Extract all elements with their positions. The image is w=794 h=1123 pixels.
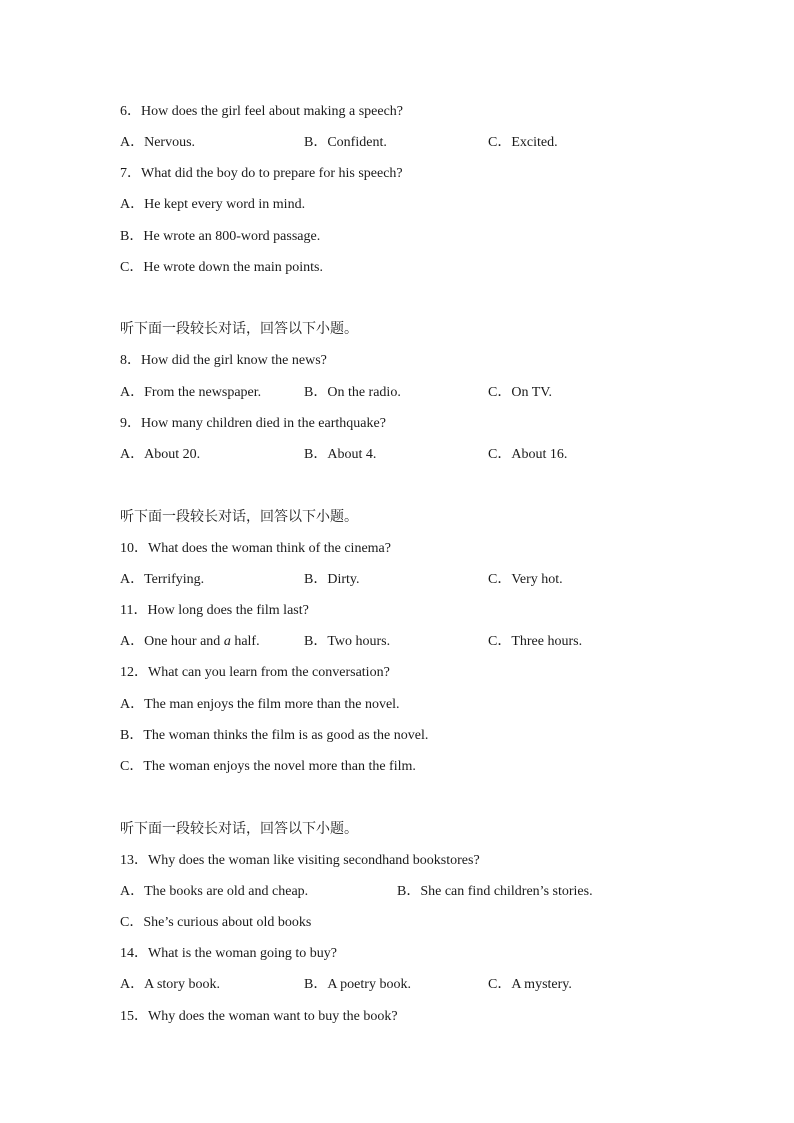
question-11-option-a-tail: half.	[230, 634, 260, 649]
question-11-option-b: B．Two hours.	[304, 634, 391, 649]
question-11-option-c: C．Three hours.	[488, 634, 583, 649]
question-6-option-c: C．Excited.	[488, 135, 558, 150]
question-8-option-b: B．On the radio.	[304, 385, 401, 400]
question-14-option-c: C．A mystery.	[488, 977, 572, 992]
question-13-option-a: A．The books are old and cheap.	[120, 884, 309, 899]
question-12-option-b: B．The woman thinks the film is as good as the novel.	[120, 728, 429, 743]
question-6-option-b: B．Confident.	[304, 135, 387, 150]
question-13-option-c: C．She’s curious about old books	[120, 915, 312, 930]
question-15-stem: 15．Why does the woman want to buy the book?	[120, 1009, 398, 1024]
question-8-option-a: A．From the newspaper.	[120, 385, 262, 400]
question-11-option-a	[120, 633, 260, 651]
question-8-stem: 8．How did the girl know the news?	[120, 353, 327, 368]
section-heading: 听下面一段较长对话，回答以下小题。	[120, 509, 358, 525]
section-heading: 听下面一段较长对话，回答以下小题。	[120, 821, 358, 837]
question-11-option-a-italic: a	[223, 634, 231, 649]
question-13-option-b: B．She can find children’s stories.	[397, 884, 593, 899]
section-heading: 听下面一段较长对话，回答以下小题。	[120, 321, 358, 337]
question-10-option-c: C．Very hot.	[488, 572, 563, 587]
question-12-option-c: C．The woman enjoys the novel more than the film.	[120, 759, 416, 774]
question-6-stem: 6．How does the girl feel about making a speech?	[120, 104, 404, 119]
question-7-option-a: A．He kept every word in mind.	[120, 197, 306, 212]
question-12-option-a: A．The man enjoys the film more than the novel.	[120, 697, 400, 712]
question-9-option-b: B．About 4.	[304, 447, 377, 462]
question-8-option-c: C．On TV.	[488, 385, 553, 400]
question-7-stem: 7．What did the boy do to prepare for his speech?	[120, 166, 403, 181]
question-9-stem: 9．How many children died in the earthquake?	[120, 416, 386, 431]
question-12-stem: 12．What can you learn from the conversation?	[120, 665, 390, 680]
question-9-option-a: A．About 20.	[120, 447, 201, 462]
question-14-option-b: B．A poetry book.	[304, 977, 411, 992]
question-7-option-b: B．He wrote an 800-word passage.	[120, 229, 321, 244]
question-11-stem: 11．How long does the film last?	[120, 603, 309, 618]
question-9-option-c: C．About 16.	[488, 447, 568, 462]
question-13-stem: 13．Why does the woman like visiting secondhand bookstores?	[120, 853, 480, 868]
question-10-stem: 10．What does the woman think of the cinema?	[120, 541, 391, 556]
question-6-option-a: A．Nervous.	[120, 135, 196, 150]
question-14-option-a: A．A story book.	[120, 977, 220, 992]
question-10-option-b: B．Dirty.	[304, 572, 360, 587]
question-11-option-a-text: A．One hour and	[120, 634, 224, 649]
question-7-option-c: C．He wrote down the main points.	[120, 260, 323, 275]
question-10-option-a: A．Terrifying.	[120, 572, 205, 587]
question-14-stem: 14．What is the woman going to buy?	[120, 946, 337, 961]
